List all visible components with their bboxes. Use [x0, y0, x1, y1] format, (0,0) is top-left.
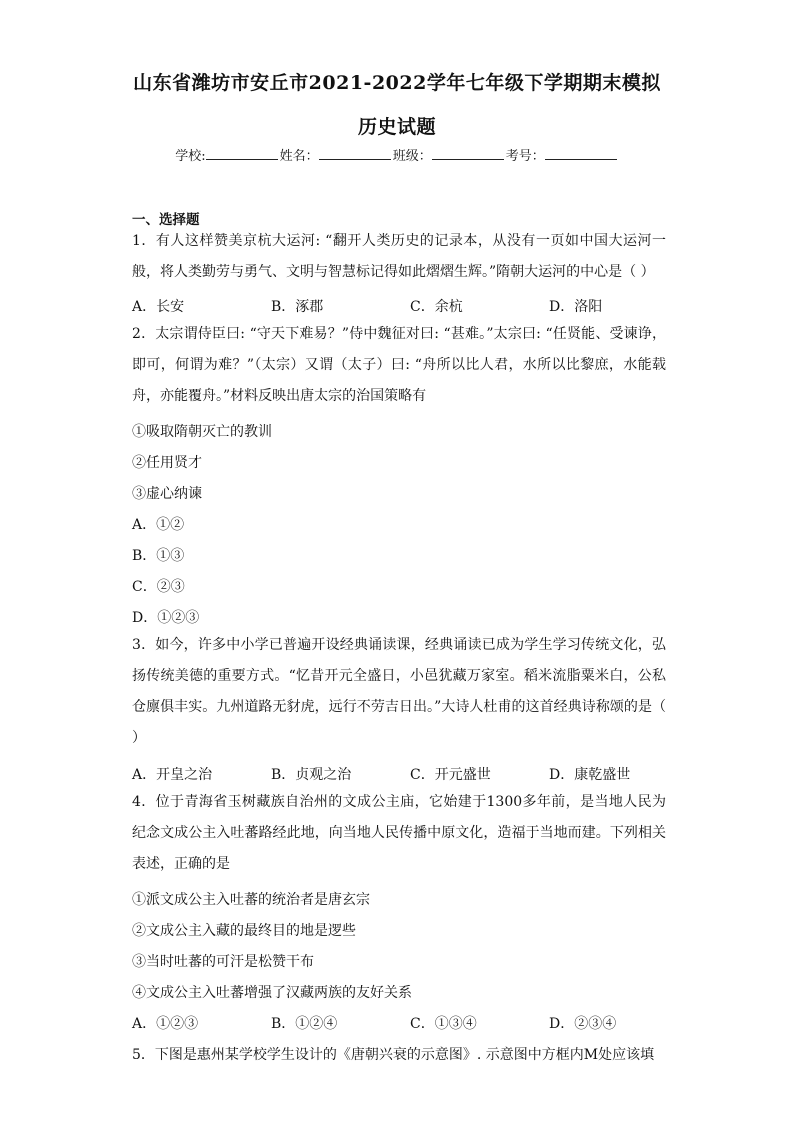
question-5-stem: 5．下图是惠州某学校学生设计的《唐朝兴衰的示意图》. 示意图中方框内M处应该填	[132, 1047, 655, 1063]
section-title: 一、选择题	[132, 212, 200, 228]
q1-option-b[interactable]: B．涿郡	[271, 299, 324, 315]
id-blank[interactable]	[545, 147, 617, 160]
q4-option-b[interactable]: B．①②④	[271, 1016, 338, 1032]
school-blank[interactable]	[206, 147, 278, 160]
exam-subtitle: 历史试题	[357, 116, 436, 138]
class-label: 班级：	[392, 149, 432, 164]
q3-option-a[interactable]: A．开皇之治	[132, 767, 213, 783]
question-1-stem: 1．有人这样赞美京杭大运河: “翻开人类历史的记录本，从没有一页如中国大运河一般，将人类勤劳与勇气、文明与智慧标记得如此熠熠生辉。”隋朝大运河的中心是（ ）	[132, 233, 666, 280]
q4-item-4: ④文成公主入吐蕃增强了汉藏两族的友好关系	[132, 985, 412, 1001]
id-label: 考号：	[505, 149, 545, 164]
q2-option-a[interactable]: A．①②	[132, 517, 185, 533]
question-2-stem: 2．太宗谓侍臣曰: “守天下难易？”侍中魏征对曰: “甚难。”太宗曰: “任贤能、受谏诤，即可，何谓为难？”（太宗）又谓（太子）曰: “舟所以比人君，水所以比黎庶，水能载舟，亦能覆舟。”材料反映出唐太宗的治国策略有	[132, 326, 666, 404]
q2-option-c[interactable]: C．②③	[132, 579, 185, 595]
q4-item-2: ②文成公主入藏的最终目的地是逻些	[132, 923, 356, 939]
question-3-options	[132, 764, 692, 784]
question-3-stem: 3．如今，许多中小学已普遍开设经典诵读课，经典诵读已成为学生学习传统文化，弘扬传统美德的重要方式。“忆昔开元全盛日，小邑犹藏万家室。稻米流脂粟米白，公私仓廪俱丰实。九州道路无豺虎，远行不劳吉日出。”大诗人杜甫的这首经典诗称颂的是（ ）	[132, 637, 666, 746]
q4-option-a[interactable]: A．①②③	[132, 1016, 199, 1032]
q2-option-d[interactable]: D．①②③	[132, 610, 200, 626]
q1-option-a[interactable]: A．长安	[132, 299, 185, 315]
q3-option-b[interactable]: B．贞观之治	[271, 767, 352, 783]
q2-option-b[interactable]: B．①③	[132, 548, 185, 564]
name-label: 姓名：	[279, 149, 319, 164]
student-info-line	[0, 145, 794, 164]
question-1-options	[132, 296, 692, 316]
q4-item-3: ③当时吐蕃的可汗是松赞干布	[132, 954, 314, 970]
name-blank[interactable]	[319, 147, 391, 160]
question-4-stem: 4．位于青海省玉树藏族自治州的文成公主庙，它始建于1300多年前，是当地人民为纪念文成公主入吐蕃路经此地，向当地人民传播中原文化，造福于当地而建。下列相关表述，正确的是	[132, 794, 666, 872]
q4-item-1: ①派文成公主入吐蕃的统治者是唐玄宗	[132, 892, 370, 908]
q3-option-d[interactable]: D．康乾盛世	[549, 767, 631, 783]
q4-option-c[interactable]: C．①③④	[410, 1016, 477, 1032]
school-label: 学校:	[175, 149, 206, 164]
q1-option-d[interactable]: D．洛阳	[549, 299, 603, 315]
q2-item-2: ②任用贤才	[132, 455, 202, 471]
q1-option-c[interactable]: C．余杭	[410, 299, 463, 315]
q3-option-c[interactable]: C．开元盛世	[410, 767, 491, 783]
q4-option-d[interactable]: D．②③④	[549, 1016, 617, 1032]
exam-title: 山东省潍坊市安丘市2021-2022学年七年级下学期期末模拟	[133, 72, 661, 94]
q2-item-1: ①吸取隋朝灭亡的教训	[132, 424, 272, 440]
q2-item-3: ③虚心纳谏	[132, 486, 202, 502]
question-4-options	[132, 1013, 692, 1033]
class-blank[interactable]	[432, 147, 504, 160]
